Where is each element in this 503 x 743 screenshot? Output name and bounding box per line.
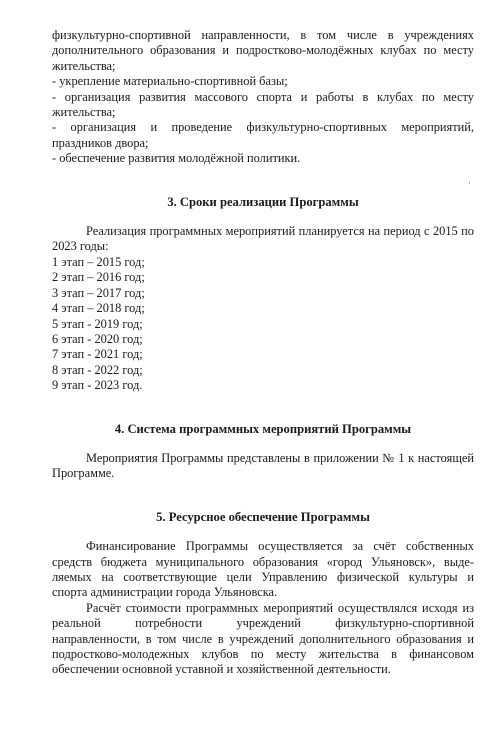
section-4-para-line-2: Программе.	[52, 466, 115, 481]
bullet-2-line-2: жительства;	[52, 105, 116, 120]
section-5-p2-line-1: Расчёт стоимости программных мероприятий осуществлялся исходя из	[86, 600, 474, 615]
bullet-2-line-1: - организация развития массового спорта и работы в клубах по месту	[52, 89, 474, 104]
stage-9: 9 этап - 2023 год.	[52, 378, 143, 393]
section-5-p2-line-3: направленности, в том числе в учреждений дополнительного образования и	[52, 631, 474, 646]
intro-line-1: физкультурно-спортивной направленности, в том числе в учреждениях	[52, 28, 474, 42]
section-4-heading: 4. Система программных мероприятий Программы	[114, 421, 412, 436]
stage-6: 6 этап - 2020 год;	[52, 331, 143, 346]
bullet-3-line-1: - организация и проведение физкультурно-спортивных мероприятий,	[52, 120, 474, 135]
section-3-para-line-2: 2023 годы:	[52, 239, 109, 254]
section-5-p1-line-2: средств бюджета муниципального образования «город Ульяновск», выде-	[52, 554, 474, 569]
stage-1: 1 этап – 2015 год;	[52, 254, 145, 269]
section-5-heading: 5. Ресурсное обеспечение Программы	[156, 509, 370, 524]
section-3-heading: 3. Сроки реализации Программы	[167, 194, 359, 209]
stage-7: 7 этап - 2021 год;	[52, 347, 143, 362]
section-5-p2-line-2: реальной потребности учреждений физкультурно-спортивной	[52, 616, 474, 631]
bullet-4: - обеспечение развития молодёжной политики.	[52, 151, 301, 166]
section-5-p1-line-3: ляемых на соответствующие цели Управлению физической культуры и	[52, 569, 474, 584]
intro-line-2: дополнительного образования и подростково-молодёжных клубах по месту	[52, 43, 474, 58]
bullet-3-line-2: праздников двора;	[52, 135, 149, 150]
section-5-p1-line-1: Финансирование Программы осуществляется за счёт собственных	[86, 539, 474, 554]
section-5-p1-line-4: спорта администрации города Ульяновска.	[52, 585, 278, 600]
section-5-p2-line-4: подростково-молодежных клубов по месту жительства в финансовом	[52, 647, 474, 661]
bullet-1: - укрепление материально-спортивной базы;	[52, 74, 288, 89]
section-5-p2-line-5: обеспечении основной уставной и хозяйственной деятельности.	[52, 662, 391, 677]
intro-line-3: жительства;	[52, 58, 116, 73]
section-3-para-line-1: Реализация программных мероприятий планируется на период с 2015 по	[86, 224, 474, 239]
stage-3: 3 этап – 2017 год;	[52, 285, 145, 300]
stage-4: 4 этап – 2018 год;	[52, 301, 145, 316]
section-4-para-line-1: Мероприятия Программы представлены в приложении № 1 к настоящей	[86, 450, 474, 465]
stage-8: 8 этап - 2022 год;	[52, 362, 143, 377]
stage-5: 5 этап - 2019 год;	[52, 316, 143, 331]
stage-2: 2 этап – 2016 год;	[52, 270, 145, 285]
document-body	[52, 28, 474, 678]
